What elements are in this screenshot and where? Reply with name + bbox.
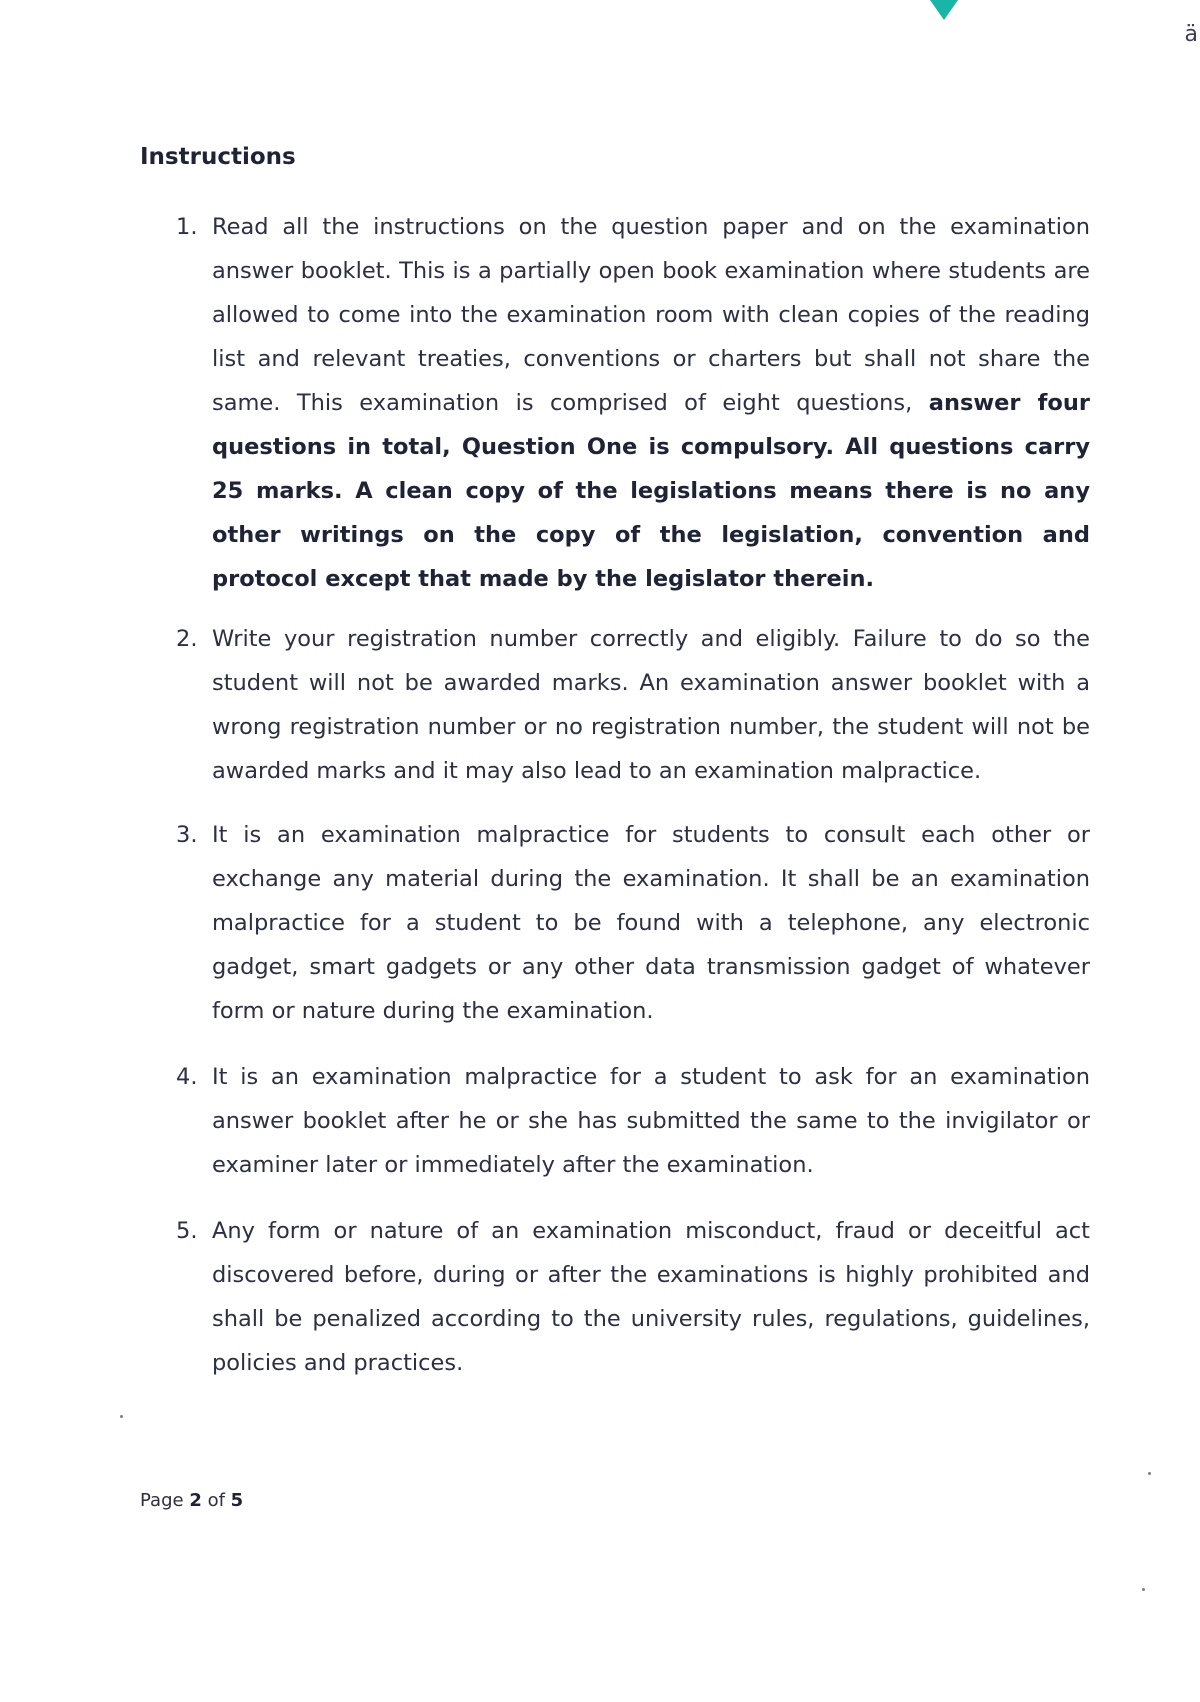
item-text: It is an examination malpractice for a student to ask for an examination answer booklet after he or she has submitted the same to the invigilator or examiner later or immediately after the examination.	[212, 1064, 1090, 1178]
instructions-list	[176, 205, 1090, 1385]
item-text: Any form or nature of an examination misconduct, fraud or deceitful act discovered before, during or after the examinations is highly prohibited and shall be penalized according to the university rules, regulations, guidelines, policies and practices.	[212, 1218, 1090, 1376]
item-number: 4.	[176, 1064, 198, 1090]
item-number: 5.	[176, 1218, 198, 1244]
scan-speck	[1148, 1472, 1151, 1475]
scan-speck	[120, 1415, 123, 1418]
page-heading: Instructions	[140, 144, 296, 170]
instruction-item	[176, 617, 1090, 793]
item-text: It is an examination malpractice for students to consult each other or exchange any material during the examination. It shall be an examination malpractice for a student to be found with a telephone, any electronic gadget, smart gadgets or any other data transmission gadget of whatever form or nature during the examination.	[212, 822, 1090, 1024]
footer-of-label: of	[207, 1490, 225, 1511]
instruction-item	[176, 1055, 1090, 1187]
corner-logo-mark	[930, 0, 958, 20]
item-number: 1.	[176, 214, 198, 240]
footer-page-current: 2	[189, 1490, 202, 1511]
instruction-item	[176, 1209, 1090, 1385]
footer-page-total: 5	[230, 1490, 244, 1511]
footer-page-label: Page	[140, 1490, 184, 1511]
item-text: Read all the instructions on the question paper and on the examination answer booklet. This is a partially open book examination where students are allowed to come into the examination room with clean copies of the reading list and relevant treaties, conventions or charters but shall not share the same. This examination is comprised of eight questions,	[212, 214, 1090, 416]
instruction-item	[176, 813, 1090, 1033]
scan-speck	[1142, 1588, 1145, 1591]
edge-letter-fragment: ä	[1184, 22, 1198, 47]
instruction-item	[176, 205, 1090, 601]
page-footer	[140, 1490, 243, 1511]
item-number: 3.	[176, 822, 198, 848]
item-text: Write your registration number correctly and eligibly. Failure to do so the student will not be awarded marks. An examination answer booklet with a wrong registration number or no registration number, the student will not be awarded marks and it may also lead to an examination malpractice.	[212, 626, 1090, 784]
item-bold-text: answer four questions in total, Question One is compulsory. All questions carry 25 marks. A clean copy of the legislations means there is no any other writings on the copy of the legislation, convention and protocol except that made by the legislator therein.	[212, 390, 1090, 592]
item-number: 2.	[176, 626, 198, 652]
